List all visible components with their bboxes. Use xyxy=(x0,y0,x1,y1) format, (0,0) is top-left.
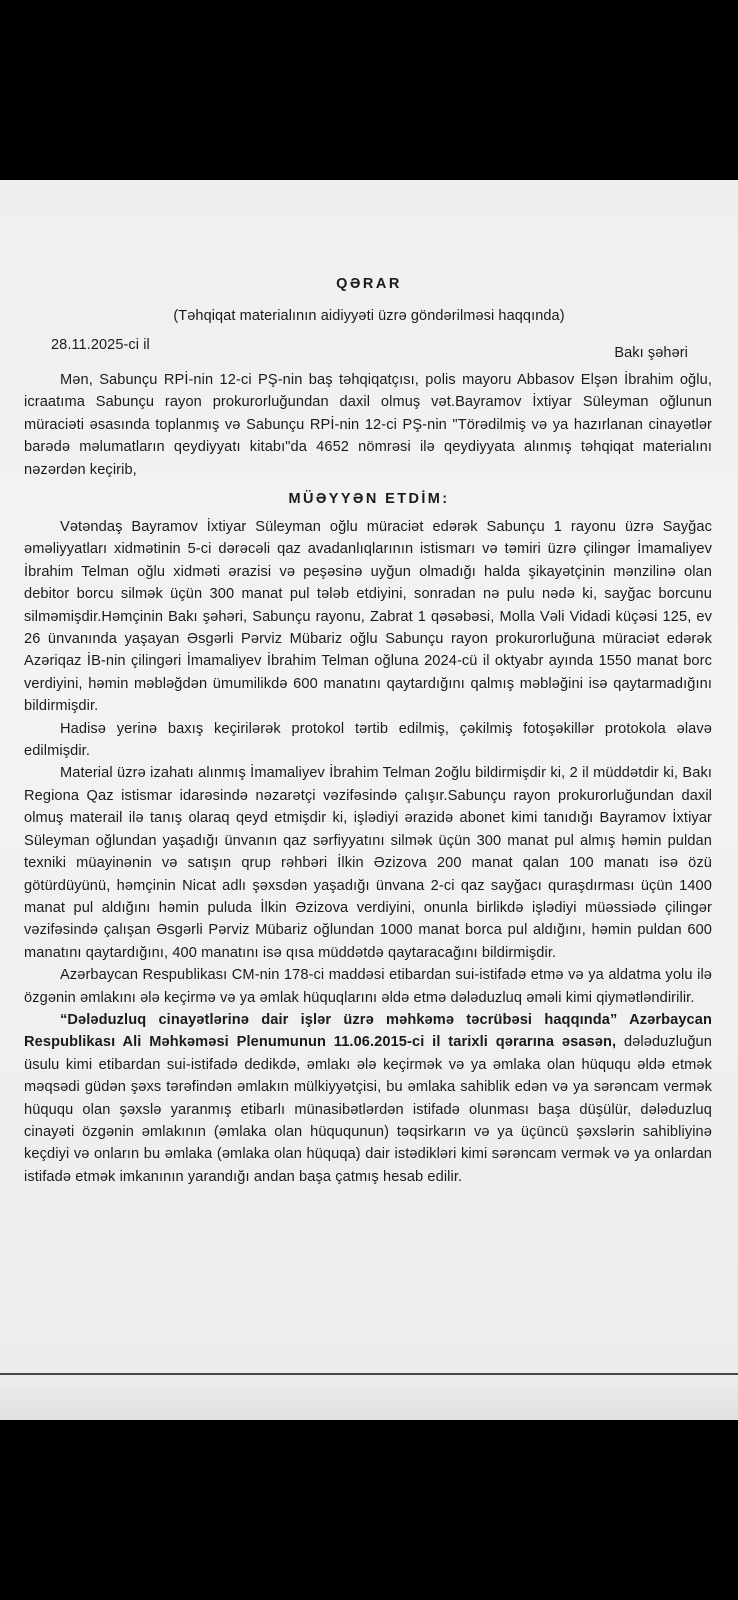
document-subtitle: (Təhqiqat materialının aidiyyəti üzrə göndərilməsi haqqında) xyxy=(173,308,565,324)
paragraph-plenum xyxy=(24,1009,712,1188)
paragraph-explanation: Material üzrə izahatı alınmış İmamaliyev İbrahim Telman 2oğlu bildirmişdir ki, 2 il müddətdir ki, Bakı Regiona Qaz istismar idarəsində nəzarətçi vəzifəsində çalışır.Sabunçu rayon prokurorluğundan daxil olmuş materail ilə tanış olaraq qeyd etmişdir ki, işlədiyi ərazidə abonet kimi tanıdığı Bayramov İxtiyar Süleyman oğlundan yaşadığı ünvanın qaz sərfiyyatını silmək üçün 300 manat pul almış həmin puldan texniki müayinənin və satışın qrup rəhbəri İlkin Əzizova 200 manat qalan 100 manatı isə özü götürdüyünü, həmçinin Nicat adlı şəxsdən yaşadığı ünvana 2-ci qaz sayğacı quraşdırması üçün 1400 manat pul aldığını həmin puluda İlkin Əzizova verdiyini, onunla birlikdə işlədiyi müəssiədə çilingər vəzifəsində çalışan Əsgərli Pərviz Mübariz oğlundan 1000 manat borca pul aldığını, həmin puldan 600 manatını qaytardığını, 400 manatını isə qısa müddətdə qaytaracağını bildirmişdir. xyxy=(24,765,712,961)
document-date: 28.11.2025-ci il xyxy=(51,337,150,353)
intro-block xyxy=(24,369,712,481)
document-title: QƏRAR xyxy=(336,276,402,292)
section-heading: MÜƏYYƏN ETDİM: xyxy=(288,491,450,507)
findings-block xyxy=(24,516,712,1188)
document-photo xyxy=(0,180,738,1420)
plenum-text: dələduzluğun üsulu kimi etibardan sui-istifadə dedikdə, əmlakı ələ keçirmək və ya əmlaka olan hüququ əldə etmək məqsədi güdən şəxs tərəfindən əmlakın mülkiyyətçisi, bu əmlaka sahiblik edən və ya sərəncam vermək hüququ olan şəxslə yaranmış etibarlı münasibətlərdən istifadə olunması başa düşülür, dələduzluq cinayəti özgənin əmlakının (əmlaka olan hüququnun) təqsirkarın və ya üçüncü şəxslərin sahibliyinə keçdiyi və onların bu əmlaka (əmlaka olan hüquqa) dair istədikləri kimi sərəncam vermək və ya onlardan istifadə etmək imkanının yarandığı andan başa çatmış hesab edilir. xyxy=(24,1034,712,1185)
paragraph-inspection: Hadisə yerinə baxış keçirilərək protokol tərtib edilmiş, çəkilmiş fotoşəkillər protokola əlavə edilmişdir. xyxy=(24,720,712,760)
page-bottom-shadow xyxy=(0,1375,738,1420)
paragraph-criminal-code: Azərbaycan Respublikası CM-nin 178-ci maddəsi etibardan sui-istifadə etmə və ya aldatma yolu ilə özgənin əmlakını ələ keçirmə və ya əmlak hüquqlarını əldə etmə dələduzluq əməli kimi qiymətləndirilir. xyxy=(24,967,712,1006)
paragraph-complaint: Vətəndaş Bayramov İxtiyar Süleyman oğlu müraciət edərək Sabunçu 1 rayonu üzrə Sayğac əməliyyatları xidmətinin 5-ci dərəcəli qaz avadanlıqlarının istismarı və təmiri üzrə çilingər İmamaliyev İbrahim Telman oğlu xidməti ərazisi və peşəsinə uyğun olmadığı halda şikayətçinin mənzilinə olan debitor borcu silmək üçün 300 manat pul tələb etdiyini, sonradan nə pulu nədə ki, sayğac borcunu silməmişdir.Həmçinin Bakı şəhəri, Sabunçu rayonu, Zabrat 1 qəsəbəsi, Molla Vəli Vidadi küçəsi 125, ev 26 ünvanında yaşayan Əsgərli Pərviz Mübariz oğlu Sabunçu rayon prokurorluğuna müraciət edərək Azəriqaz İB-nin çilingəri İmamaliyev İbrahim Telman oğluna 2024-cü il oktyabr ayında 1550 manat borc verdiyini, həmin məbləğdən ümumilikdə 600 manatını qaytardığını qalmış məbləğini isə qaytarmadığını bildirmişdir. xyxy=(24,519,712,715)
document-city: Bakı şəhəri xyxy=(614,345,688,361)
intro-paragraph: Mən, Sabunçu RPİ-nin 12-ci PŞ-nin baş təhqiqatçısı, polis mayoru Abbasov Elşən İbrahim oğlu, icraatıma Sabunçu rayon prokurorluğundan daxil olmuş vət.Bayramov İxtiyar Süleyman oğlunun müraciəti əsasında toplanmış və Sabunçu RPİ-nin 12-ci PŞ-nin "Törədilmiş və ya hazırlanan cinayətlər barədə məlumatların qeydiyyatı kitabı"da 4652 nömrəsi ilə qeydiyyata alınmış təhqiqat materialını nəzərdən keçirib, xyxy=(24,372,712,478)
plenum-reference: “Dələduzluq cinayətlərinə dair işlər üzrə məhkəmə təcrübəsi haqqında” Azərbaycan Respublikası Ali Məhkəməsi Plenumunun 11.06.2015-ci il tarixli qərarına əsasən, xyxy=(24,1011,712,1051)
